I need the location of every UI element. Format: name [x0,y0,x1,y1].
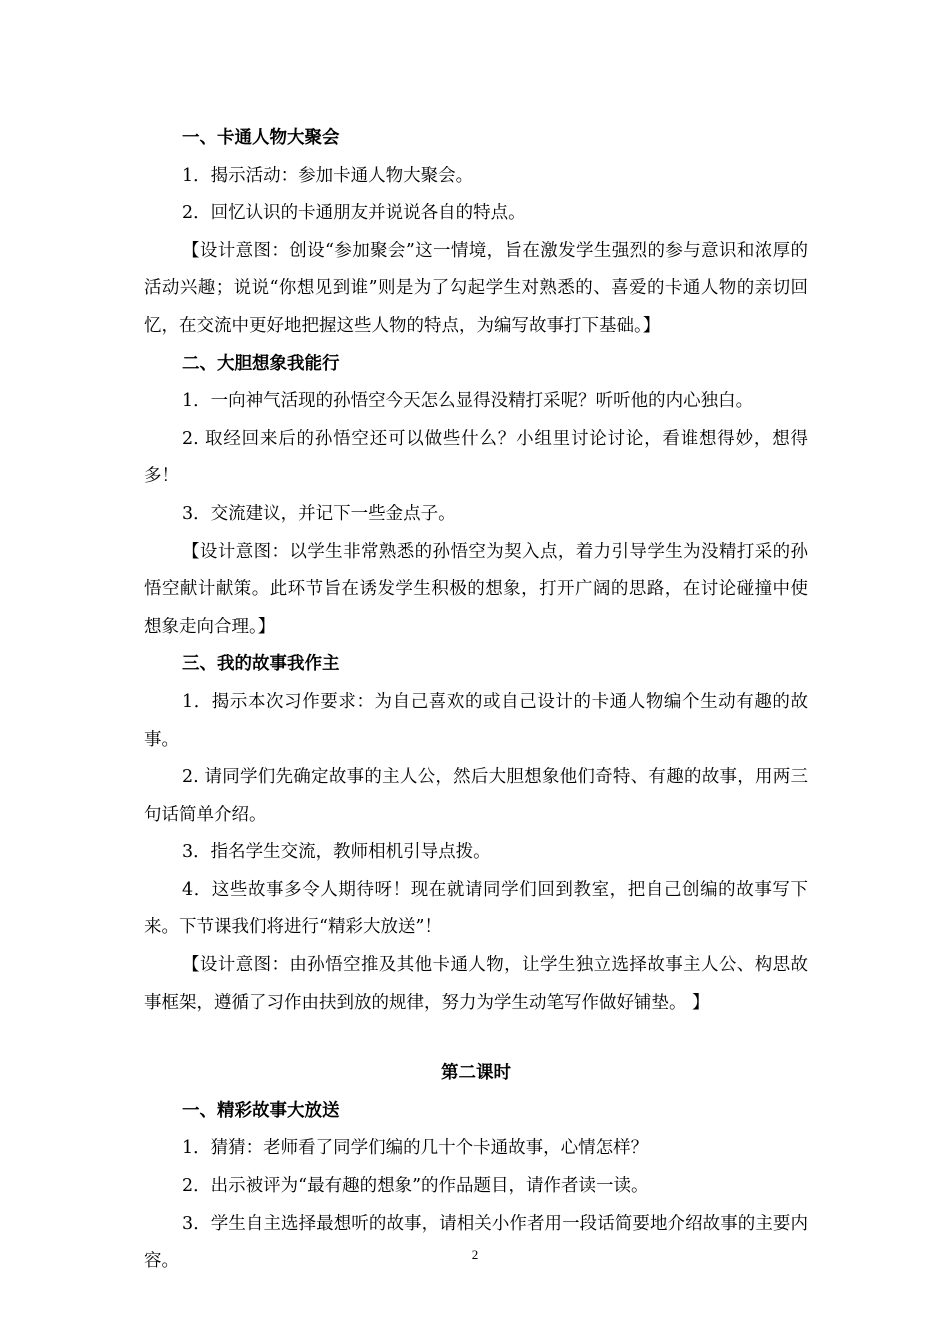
list-item: 1．揭示活动：参加卡通人物大聚会。 [182,165,474,186]
section-spacer [144,1022,808,1055]
design-intent-paragraph: 【设计意图：由孙悟空推及其他卡通人物，让学生独立选择故事主人公、构思故事框架，遵循了习作由扶到放的规律，努力为学生动笔写作做好铺垫。 】 [144,955,808,1013]
list-item: 1．一向神气活现的孙悟空今天怎么显得没精打采呢？听听他的内心独白。 [182,391,754,412]
list-item: 3．交流建议，并记下一些金点子。 [182,503,456,524]
page-number: 2 [471,1247,479,1262]
design-intent-paragraph: 【设计意图：以学生非常熟悉的孙悟空为契入点，着力引导学生为没精打采的孙悟空献计献策。此环节旨在诱发学生积极的想象，打开广阔的思路，在讨论碰撞中使想象走向合理。】 [144,541,808,637]
list-item: 3．指名学生交流，教师相机引导点拨。 [182,842,491,863]
document-page [144,120,808,1281]
list-item: 1．猜猜：老师看了同学们编的几十个卡通故事，心情怎样？ [182,1138,649,1159]
list-item: 2. 请同学们先确定故事的主人公，然后大胆想象他们奇特、有趣的故事，用两三句话简单介绍。 [144,767,808,825]
section-heading: 一、卡通人物大聚会 [182,128,340,148]
section-heading: 三、我的故事我作主 [182,654,340,675]
list-item: 3．学生自主选择最想听的故事，请相关小作者用一段话简要地介绍故事的主要内容。 [144,1213,808,1272]
lesson-title: 第二课时 [441,1063,511,1084]
section-heading: 二、大胆想象我能行 [182,353,340,374]
list-item: 2．回忆认识的卡通朋友并说说各自的特点。 [182,203,526,224]
list-item: 1．揭示本次习作要求：为自己喜欢的或自己设计的卡通人物编个生动有趣的故事。 [144,691,808,750]
list-item: 4．这些故事多令人期待呀！现在就请同学们回到教室，把自己创编的故事写下来。下节课我们将进行“精彩大放送”！ [144,879,808,938]
list-item: 2. 取经回来后的孙悟空还可以做些什么？小组里讨论讨论，看谁想得妙，想得多！ [144,428,808,487]
section-heading: 一、精彩故事大放送 [182,1100,340,1121]
list-item: 2．出示被评为“最有趣的想象”的作品题目，请作者读一读。 [182,1176,649,1197]
design-intent-paragraph: 【设计意图：创设“参加聚会”这一情境，旨在激发学生强烈的参与意识和浓厚的活动兴趣；说说“你想见到谁”则是为了勾起学生对熟悉的、喜爱的卡通人物的亲切回忆，在交流中更好地把握这些人物的特点，为编写故事打下基础。】 [144,240,808,336]
